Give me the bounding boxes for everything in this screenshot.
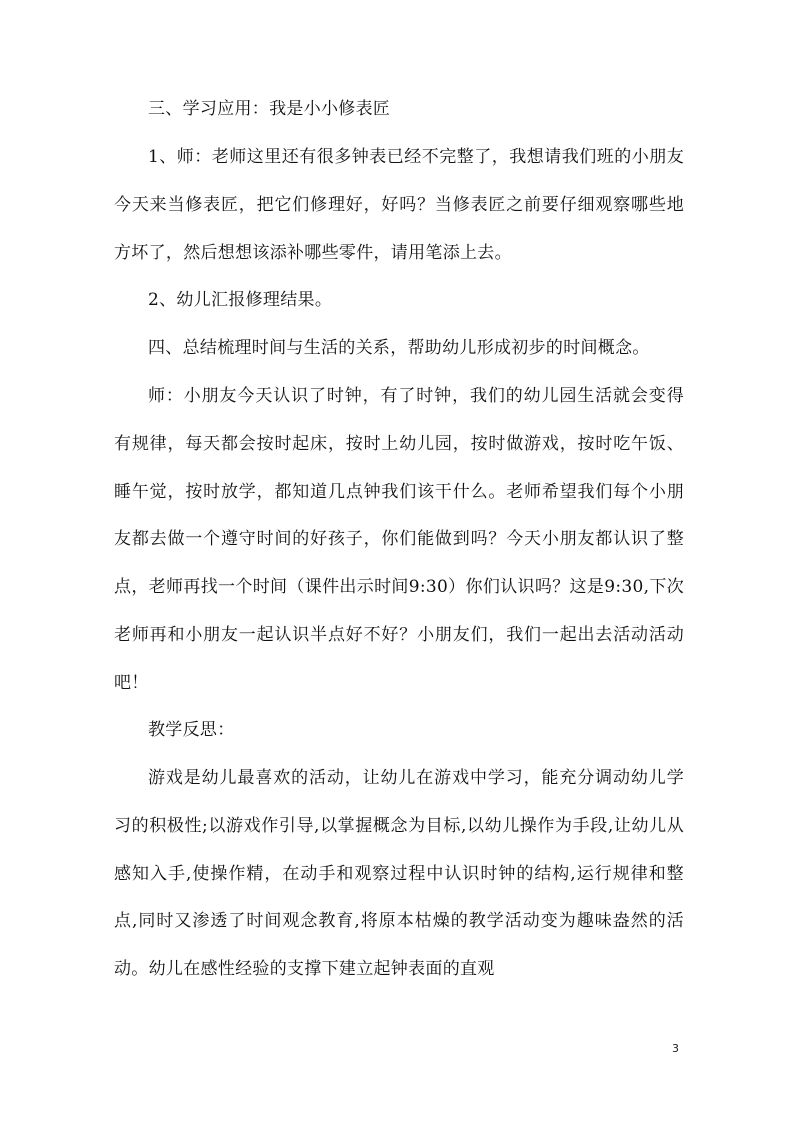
section-heading-summary: 四、总结梳理时间与生活的关系，帮助幼儿形成初步的时间概念。 [148, 338, 650, 358]
paragraph-teacher-summary: 师：小朋友今天认识了时钟，有了时钟，我们的幼儿园生活就会变得有规律，每天都会按时起床，按时上幼儿园，按时做游戏，按时吃午饭、睡午觉，按时放学，都知道几点钟我们该干什么。老师希望我们每个小朋友都去做一个遵守时间的好孩子，你们能做到吗？今天小朋友都认识了整点，老师再找一个时间（课件出示时间9:30）你们认识吗？这是9:30,下次老师再和小朋友一起认识半点好不好？小朋友们，我们一起出去活动活动吧！ [114, 386, 684, 693]
paragraph-children-report: 2、幼儿汇报修理结果。 [148, 290, 333, 310]
page-number: 3 [672, 1042, 679, 1055]
paragraph-teacher-repair-clocks: 1、师：老师这里还有很多钟表已经不完整了，我想请我们班的小朋友今天来当修表匠，把它们修理好，好吗？当修表匠之前要仔细观察哪些地方坏了，然后想想该添补哪些零件，请用笔添上去。 [114, 147, 684, 263]
section-heading-reflection: 教学反思： [148, 720, 235, 740]
section-heading-learning-application: 三、学习应用：我是小小修表匠 [148, 99, 391, 119]
paragraph-reflection-body: 游戏是幼儿最喜欢的活动，让幼儿在游戏中学习，能充分调动幼儿学习的积极性;以游戏作引导,以掌握概念为目标,以幼儿操作为手段,让幼儿从感知入手,使操作精，在动手和观察过程中认识时钟的结构,运行规律和整点,同时又渗透了时间观念教育,将原本枯燥的教学活动变为趣味盎然的活动。幼儿在感性经验的支撑下建立起钟表面的直观 [114, 768, 684, 980]
